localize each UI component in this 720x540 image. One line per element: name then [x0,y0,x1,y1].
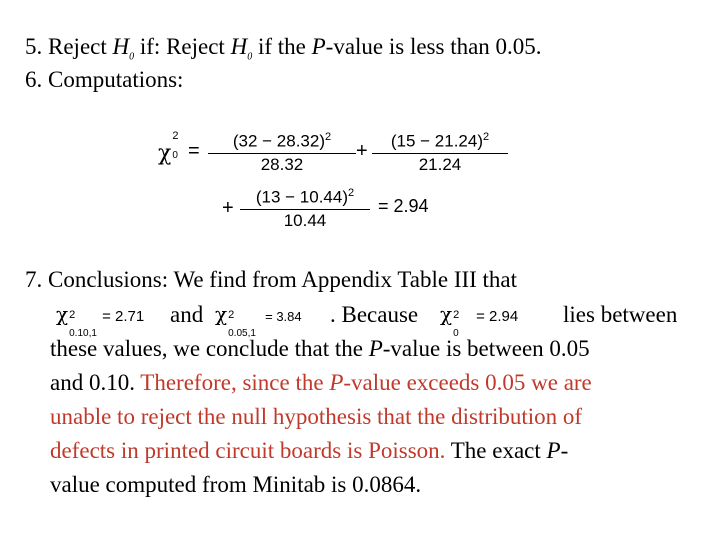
step-5-middle: if: Reject [134,34,231,59]
term-1-denominator: 28.32 [260,154,304,174]
step-5-prefix: 5. Reject [25,34,113,59]
term-2-numerator: $(15 - 21.24)^2$ [390,131,490,151]
because-word: . Because [330,302,419,327]
chi-critical-005: χ 2 0.05,1 = 3.84 [215,302,302,339]
and-word: and [170,302,204,327]
h0-symbol-2: $H_0$ [230,34,253,63]
term-3-numerator: $(13 - 10.44)^2$ [255,187,355,207]
conclusion-highlight: Therefore, since the P-value exceeds 0.05 we are [140,370,592,395]
formula-equals: = [188,140,200,162]
formula-lhs: χ 2 0 [158,130,179,166]
step-7-line-5: unable to reject the null hypothesis that the distribution of [50,404,583,429]
step-7-line-4: and 0.10. Therefore, since the P-value exceeds 0.05 we are [50,370,592,395]
term-2-denominator: 21.24 [418,154,462,174]
step-5-tail: -value is less than 0.05. [325,34,542,59]
step-6-text: 6. Computations: [25,67,184,92]
chi-critical-010: χ 2 0.10,1 = 2.71 [56,302,145,339]
h0-symbol: $H_0$ [112,34,135,63]
lies-between-text: lies between [563,302,678,327]
step-5-line [25,34,542,71]
term-1-numerator: $(32 - 28.32)^2$ [232,131,332,151]
plus-sign-2: + [222,197,234,219]
step-6-line [25,67,183,93]
chi-statistic: χ 2 0 = 2.94 [440,302,519,339]
term-3 [240,182,370,232]
step-7-line-1: 7. Conclusions: We find from Appendix Table III that [25,267,518,292]
step-7-line-3: these values, we conclude that the P-value is between 0.05 [50,336,590,361]
formula-result: = 2.94 [378,196,429,216]
term-2 [372,126,508,176]
plus-sign: + [356,140,368,162]
step-7-line-6: defects in printed circuit boards is Poisson. The exact P- [50,438,569,463]
term-3-denominator: 10.44 [283,210,327,230]
term-1 [208,126,356,176]
step-7-line-7: value computed from Minitab is 0.0864. [50,472,422,497]
step-5-after: if the [252,34,312,59]
p-symbol: P [311,34,326,59]
